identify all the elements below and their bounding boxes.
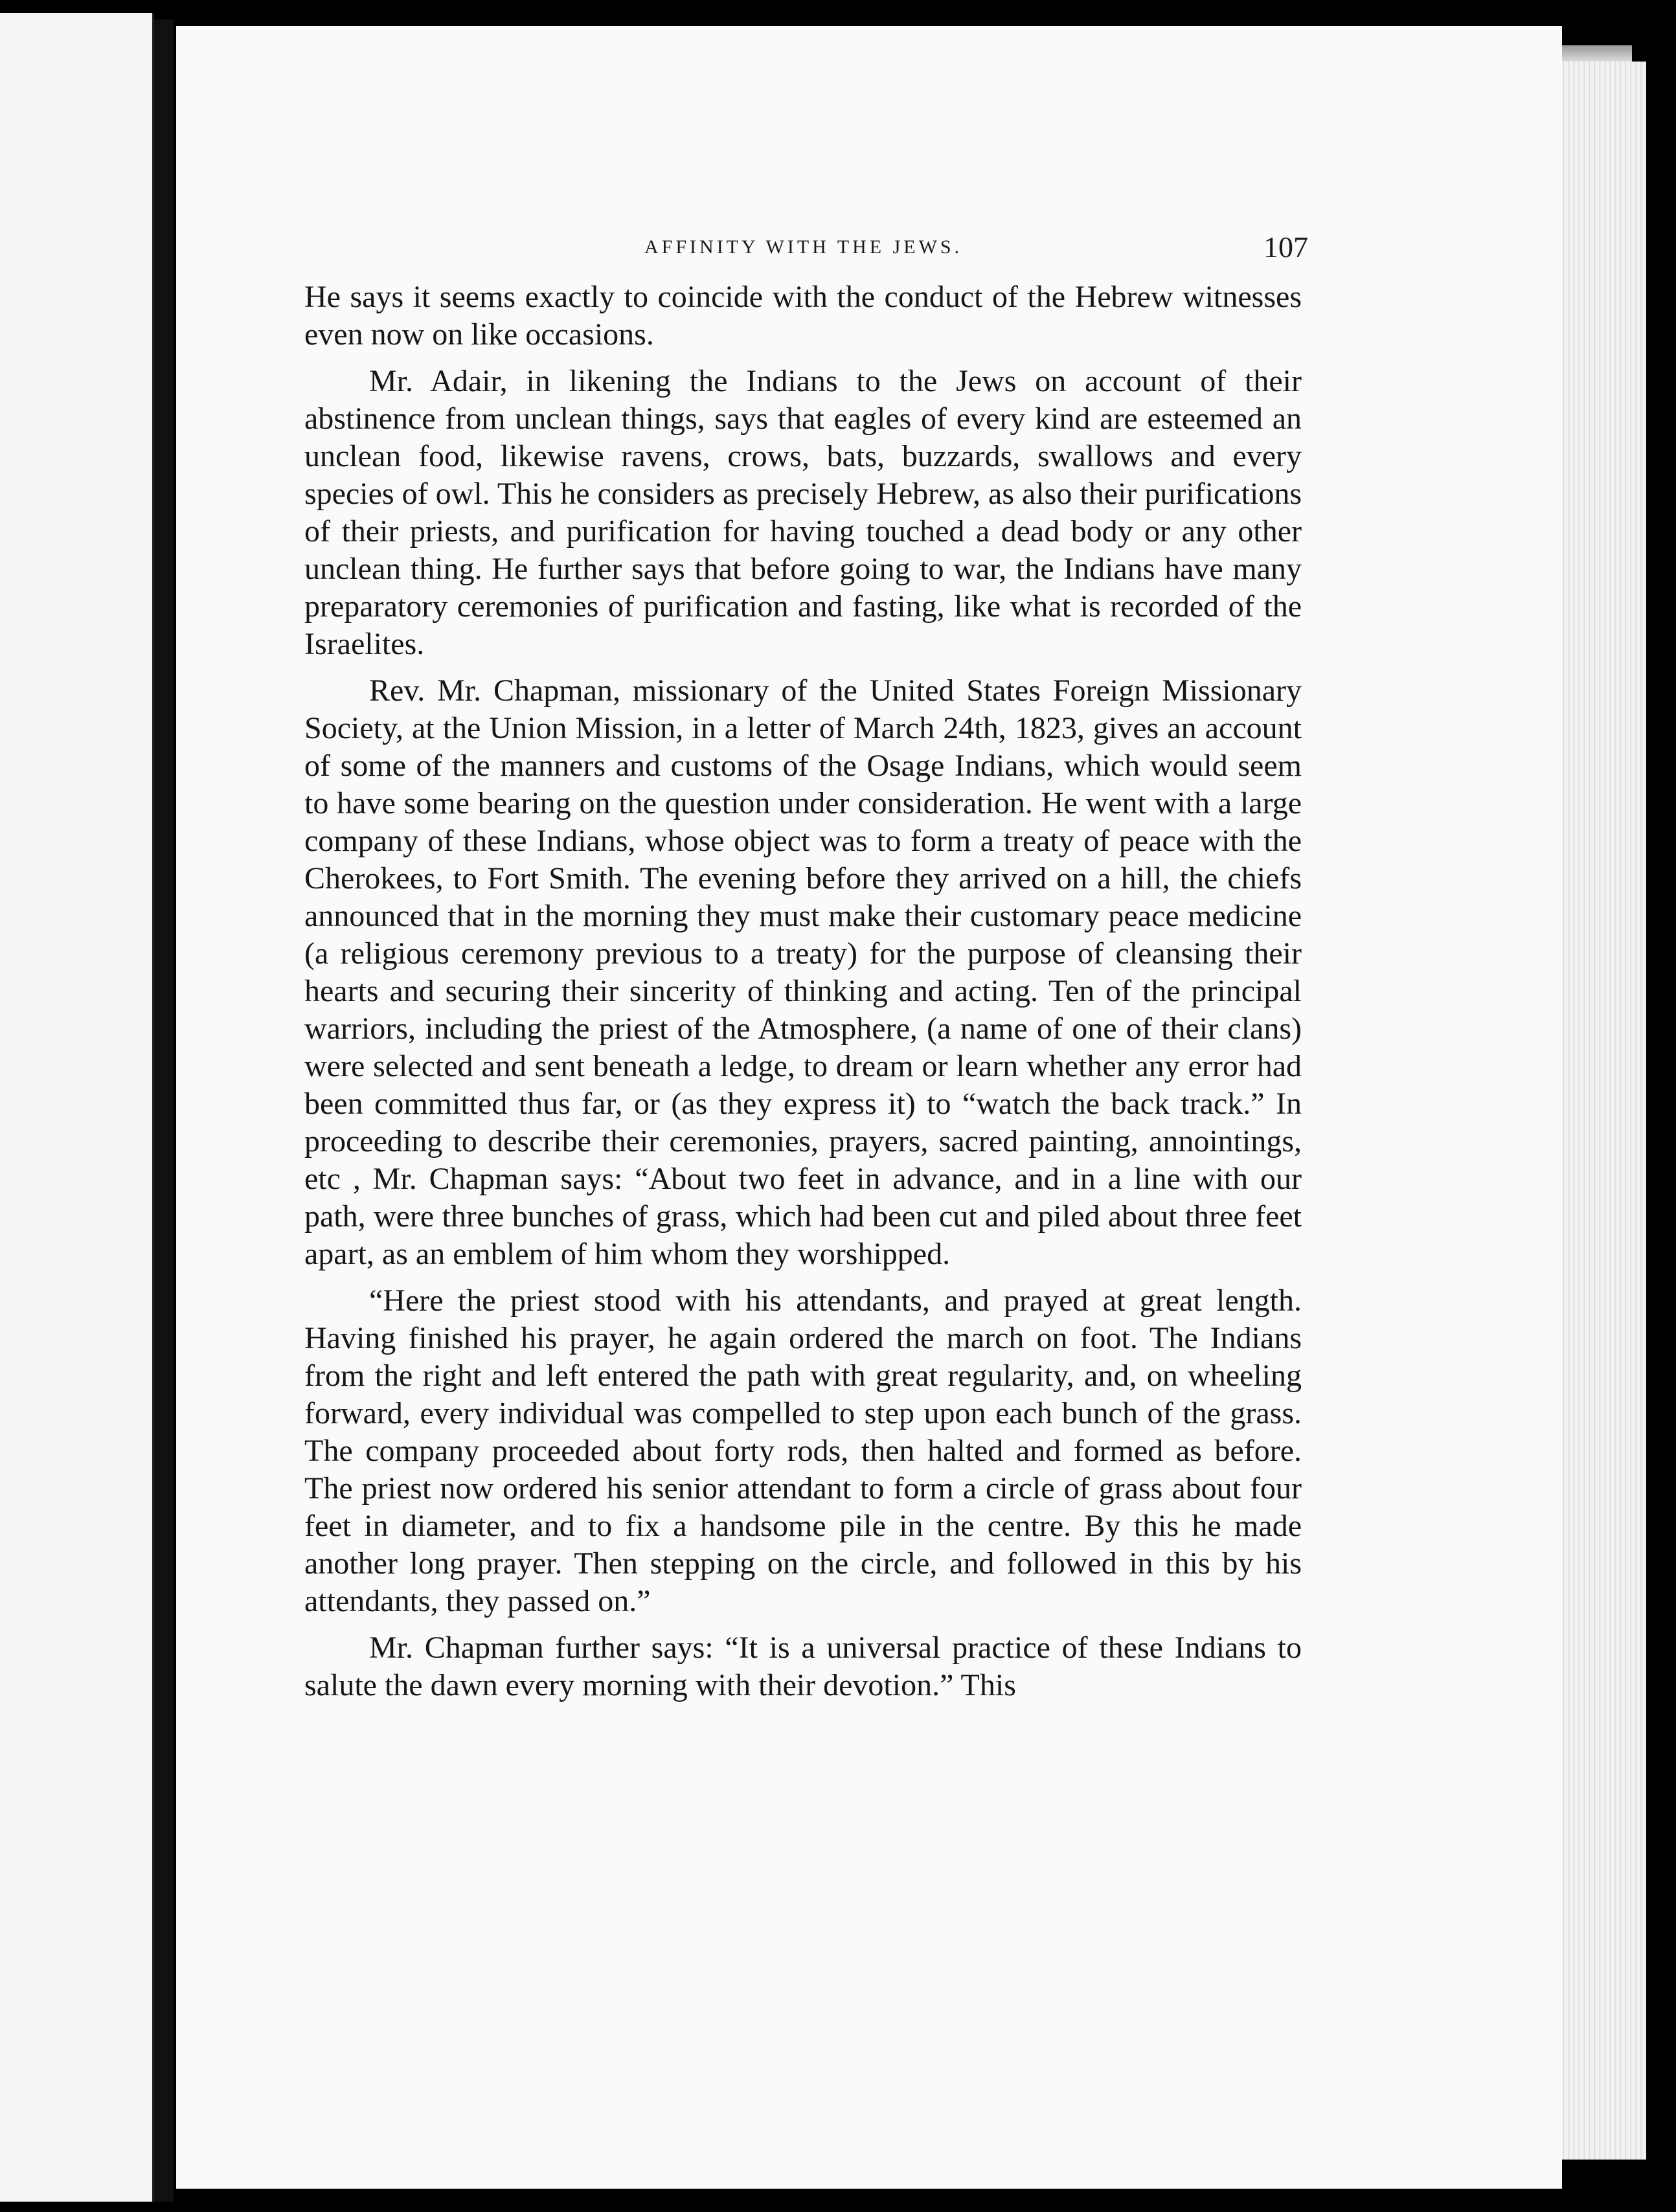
facing-page-edge — [0, 13, 154, 2202]
paragraph-chapman-letter: Rev. Mr. Chapman, missionary of the United States Foreign Missionary Society, at the Union Mission, in a letter of March 24th, 1823, gives an account of some of the manners and customs of the Osage Indians, which would seem to have some bearing on the question under consideration. He went with a large company of these Indians, whose object was to form a treaty of peace with the Cherokees, to Fort Smith. The evening before they arrived on a hill, the chiefs announced that in the morning they must make their customary peace medicine (a religious ceremony previous to a treaty) for the purpose of cleansing their hearts and securing their sincerity of thinking and acting. Ten of the principal warriors, including the priest of the Atmosphere, (a name of one of their clans) were selected and sent beneath a ledge, to dream or learn whether any error had been committed thus far, or (as they express it) to “watch the back track.” In proceeding to describe their ceremonies, prayers, sacred painting, annointings, etc , Mr. Chapman says: “About two feet in advance, and in a line with our path, were three bunches of grass, which had been cut and piled about three feet apart, as an emblem of him whom they worshipped. — [304, 673, 1302, 1271]
running-head — [628, 230, 1308, 269]
page-stack-edge — [1548, 62, 1646, 2160]
paragraph-adair: Mr. Adair, in likening the Indians to the Jews on account of their abstinence from unclean things, says that eagles of every kind are esteemed an unclean food, likewise ravens, crows, bats, buzzards, swallows and every species of owl. This he considers as precisely Hebrew, as also their purifications of their priests, and purification for having touched a dead body or any other unclean thing. He further says that before going to war, the Indians have many preparatory ceremonies of purification and fasting, like what is recorded of the Israelites. — [304, 364, 1302, 661]
body-text — [304, 278, 1302, 1713]
running-title: AFFINITY WITH THE JEWS. — [644, 236, 963, 258]
paragraph-priest-prayer: “Here the priest stood with his attendants, and prayed at great length. Having finished his prayer, he again ordered the march on foot. The Indians from the right and left entered the path with great regularity, and, on wheeling forward, every individual was compelled to step upon each bunch of the grass. The company proceeded about forty rods, then halted and formed as before. The priest now ordered his senior attendant to form a circle of grass about four feet in diameter, and to fix a handsome pile in the centre. By this he made another long prayer. Then stepping on the circle, and followed in this by his attendants, they passed on.” — [304, 1283, 1302, 1618]
paragraph-dawn-salute: Mr. Chapman further says: “It is a universal practice of these Indians to salute the dawn every morning with their devotion.” This — [304, 1631, 1302, 1702]
paragraph-continuation: He says it seems exactly to coincide with the conduct of the Hebrew witnesses even now on like occasions. — [304, 280, 1302, 352]
page-number: 107 — [1263, 231, 1308, 264]
book-gutter — [154, 19, 174, 2202]
